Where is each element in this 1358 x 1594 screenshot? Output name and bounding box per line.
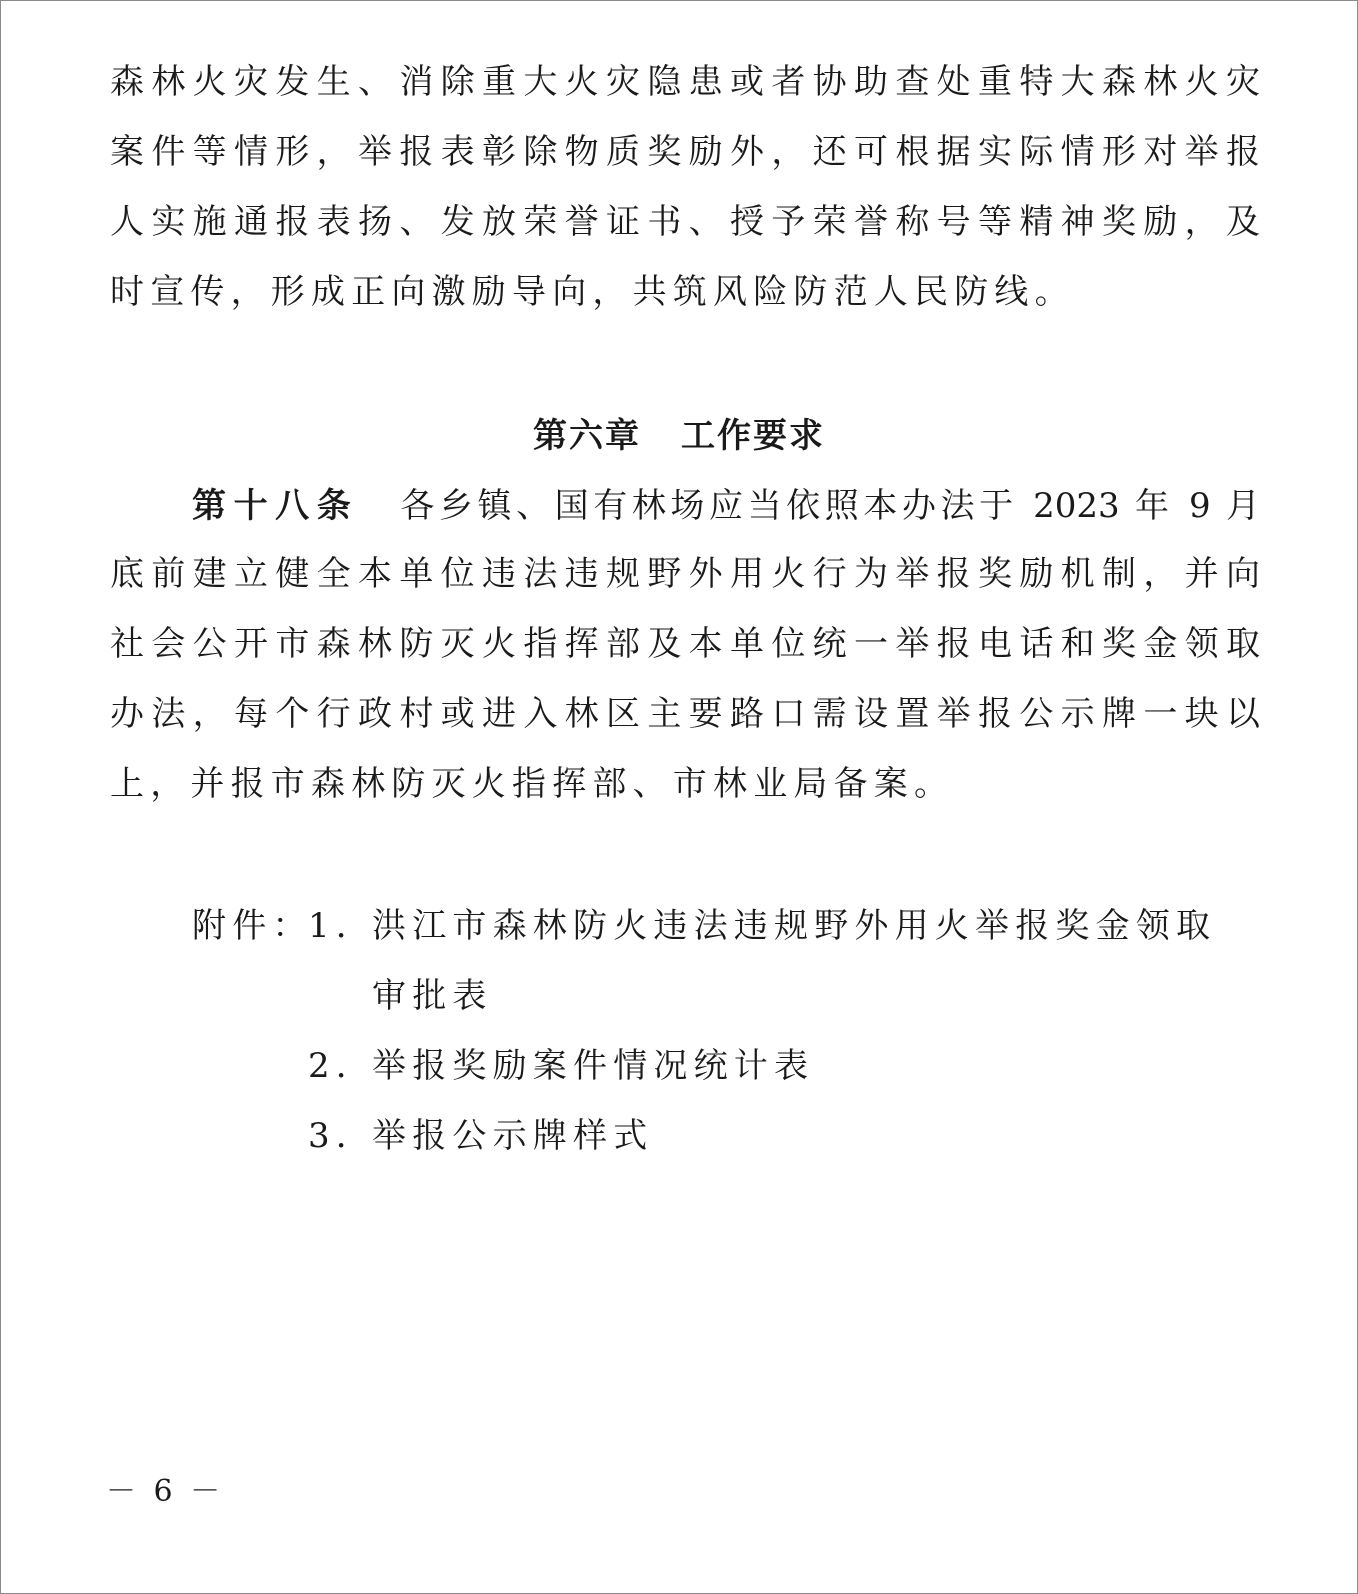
article-line: 上，并报市森林防灭火指挥部、市林业局备案。 <box>110 764 955 804</box>
attachment-number: 3． <box>308 1116 377 1156</box>
article-first-line-text: 各乡镇、国有林场应当依照本办法于 2023 年 9 月 <box>400 486 1261 526</box>
attachment-number: 2． <box>308 1046 377 1086</box>
page-number: － 6 － <box>106 1474 225 1509</box>
paragraph-line: 森林火灾发生、消除重大火灾隐患或者协助查处重特大森林火灾 <box>110 62 1260 102</box>
attachment-title: 举报公示牌样式 <box>372 1116 654 1156</box>
article-line: 社会公开市森林防灭火指挥部及本单位统一举报电话和奖金领取 <box>110 624 1260 664</box>
chapter-number: 第六章 <box>533 416 641 456</box>
attachment-title: 举报奖励案件情况统计表 <box>372 1046 815 1086</box>
chapter-title: 工作要求 <box>681 416 825 456</box>
paragraph-line: 人实施通报表扬、发放荣誉证书、授予荣誉称号等精神奖励，及 <box>110 202 1260 242</box>
attachment-number: 1． <box>308 906 377 946</box>
paragraph-line: 案件等情形，举报表彰除物质奖励外，还可根据实际情形对举报 <box>110 132 1260 172</box>
article-first-line <box>192 484 1260 528</box>
attachment-title-continued: 审批表 <box>372 976 493 1016</box>
attachment-title: 洪江市森林防火违法违规野外用火举报奖金领取 <box>372 906 1217 946</box>
chapter-heading <box>0 414 1358 458</box>
article-line: 底前建立健全本单位违法违规野外用火行为举报奖励机制，并向 <box>110 554 1260 594</box>
attachments-label: 附件： <box>192 906 313 946</box>
paragraph-line: 时宣传，形成正向激励导向，共筑风险防范人民防线。 <box>110 272 1075 312</box>
article-line: 办法，每个行政村或进入林区主要路口需设置举报公示牌一块以 <box>110 694 1260 734</box>
article-title: 第十八条 <box>192 486 359 526</box>
